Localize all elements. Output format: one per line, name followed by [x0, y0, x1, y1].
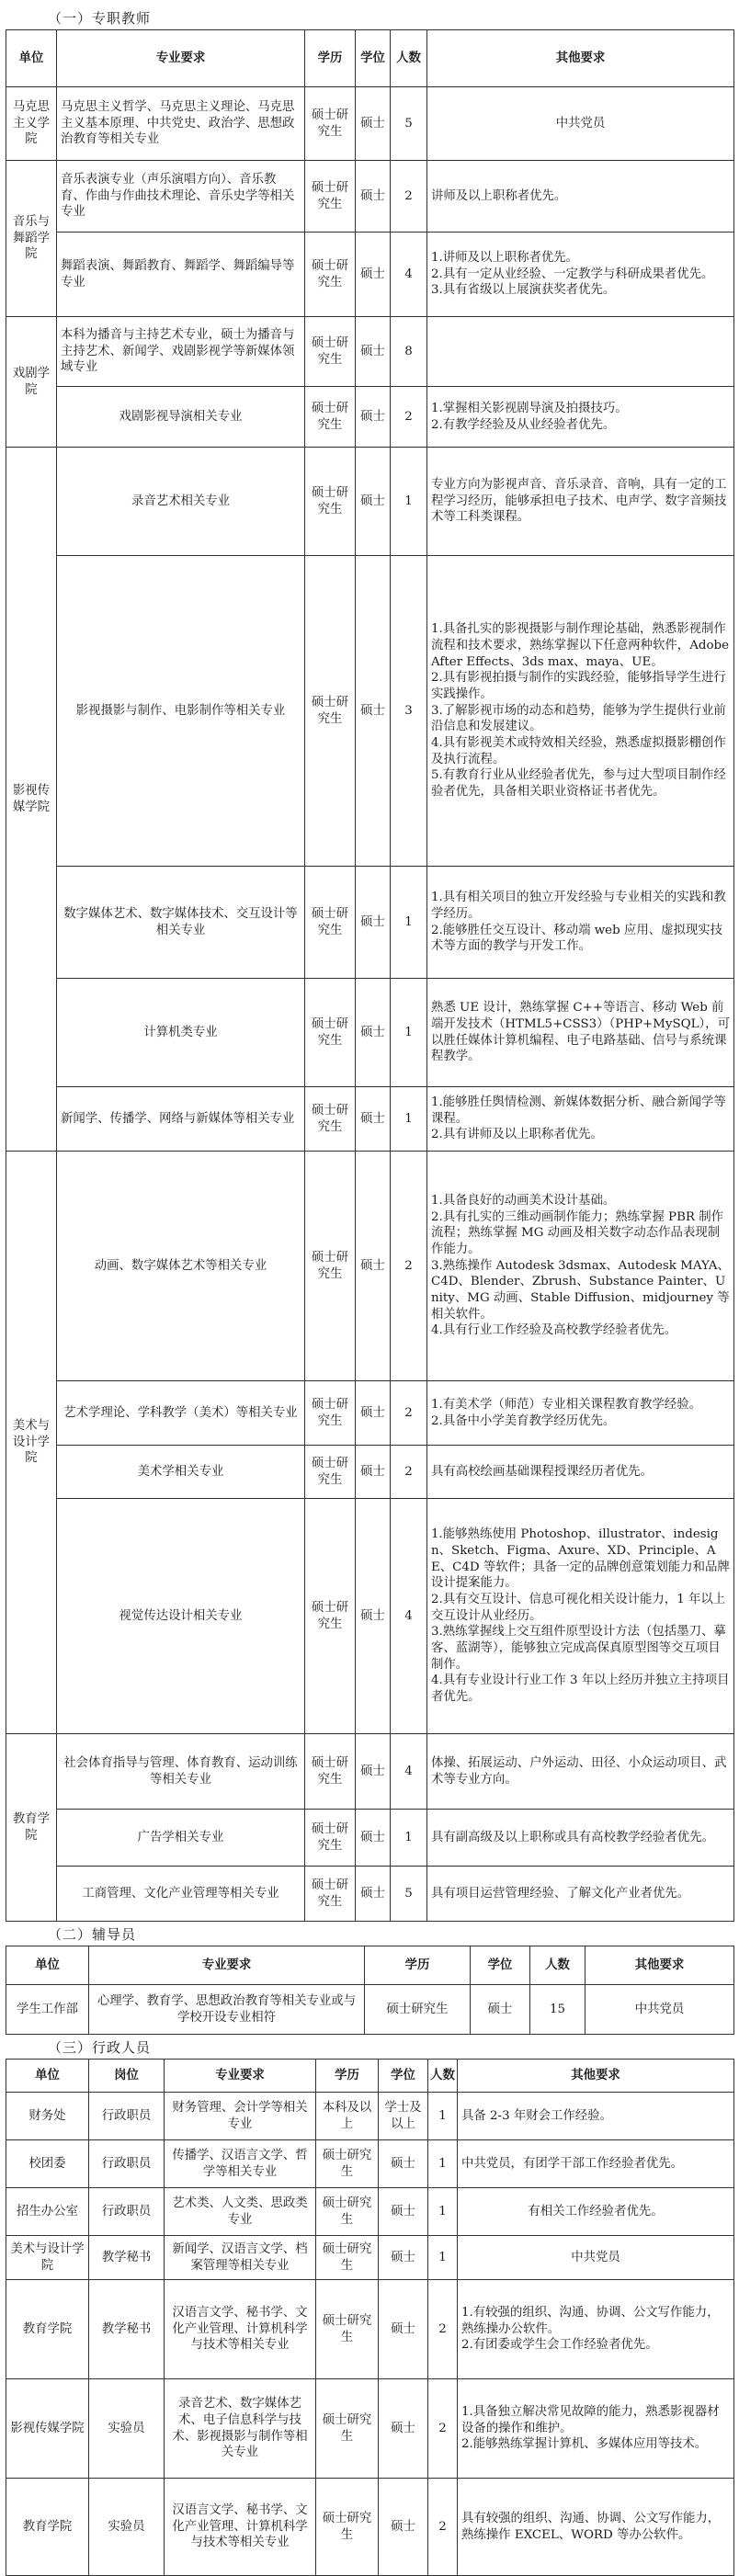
admin-table — [6, 2059, 734, 2576]
degree-cell: 硕士 — [356, 1810, 391, 1867]
num-cell: 2 — [391, 161, 427, 233]
edu-cell: 硕士研究生 — [316, 2379, 379, 2479]
header-edu: 学历 — [365, 1946, 471, 1985]
edu-cell: 硕士研究生 — [305, 87, 356, 161]
degree-cell: 硕士 — [379, 2479, 428, 2576]
edu-cell: 硕士研究生 — [305, 233, 356, 317]
major-cell: 数字媒体艺术、数字媒体技术、交互设计等相关专业 — [57, 867, 305, 979]
header-unit: 单位 — [6, 1946, 89, 1985]
unit-cell: 财务处 — [6, 2093, 89, 2140]
num-cell: 8 — [391, 317, 427, 387]
header-other: 其他要求 — [586, 1946, 734, 1985]
num-cell: 2 — [428, 2379, 458, 2479]
num-cell: 1 — [391, 448, 427, 556]
degree-cell: 硕士 — [356, 1087, 391, 1152]
edu-cell: 硕士研究生 — [305, 387, 356, 448]
major-cell: 动画、数字媒体艺术等相关专业 — [57, 1152, 305, 1381]
major-cell: 财务管理、会计学等相关专业 — [165, 2093, 316, 2140]
table-row — [6, 2479, 734, 2576]
table-row — [6, 2093, 734, 2140]
major-cell: 广告学相关专业 — [57, 1810, 305, 1867]
major-cell: 美术学相关专业 — [57, 1446, 305, 1499]
other-cell: 有相关工作经验者优先。 — [458, 2188, 734, 2236]
other-cell: 1.有美术学（师范）专业相关课程教育教学经验。 2.具备中小学美育教学经历优先。 — [427, 1381, 734, 1446]
header-major: 专业要求 — [89, 1946, 365, 1985]
degree-cell: 硕士 — [356, 1381, 391, 1446]
edu-cell: 硕士研究生 — [316, 2140, 379, 2188]
other-cell: 体操、拓展运动、户外运动、田径、小众运动项目、武术等专业方向。 — [427, 1734, 734, 1810]
table-row — [6, 1446, 734, 1499]
section-title-teachers: （一）专职教师 — [48, 10, 152, 27]
other-cell: 具有较强的组织、沟通、协调、公文写作能力，熟练操作 EXCEL、WORD 等办公软件。 — [458, 2479, 734, 2576]
header-post: 岗位 — [89, 2060, 165, 2093]
header-degree: 学位 — [471, 1946, 530, 1985]
header-num: 人数 — [530, 1946, 586, 1985]
degree-cell: 硕士 — [356, 387, 391, 448]
edu-cell: 硕士研究生 — [316, 2280, 379, 2379]
num-cell: 1 — [391, 867, 427, 979]
unit-cell: 美术与设计学院 — [6, 1152, 57, 1734]
table-row — [6, 2236, 734, 2280]
edu-cell: 硕士研究生 — [305, 867, 356, 979]
unit-cell: 学生工作部 — [6, 1985, 89, 2035]
major-cell: 新闻学、汉语言文学、档案管理等相关专业 — [165, 2236, 316, 2280]
num-cell: 1 — [428, 2236, 458, 2280]
num-cell: 5 — [391, 1867, 427, 1922]
header-edu: 学历 — [316, 2060, 379, 2093]
other-cell: 具有副高级及以上职称或具有高校教学经验者优先。 — [427, 1810, 734, 1867]
major-cell: 影视摄影与制作、电影制作等相关专业 — [57, 556, 305, 867]
post-cell: 实验员 — [89, 2379, 165, 2479]
degree-cell: 硕士 — [379, 2236, 428, 2280]
unit-cell: 招生办公室 — [6, 2188, 89, 2236]
other-cell: 专业方向为影视声音、音乐录音、音响，具有一定的工程学习经历，能够承担电子技术、电声学、数字音频技术等工科类课程。 — [427, 448, 734, 556]
table-row — [6, 2140, 734, 2188]
teachers-table — [6, 29, 734, 1922]
edu-cell: 硕士研究生 — [305, 161, 356, 233]
other-cell — [427, 317, 734, 387]
post-cell: 行政职员 — [89, 2140, 165, 2188]
major-cell: 音乐表演专业（声乐演唱方向）、音乐教育、作曲与作曲技术理论、音乐史学等相关专业 — [57, 161, 305, 233]
header-num: 人数 — [391, 30, 427, 87]
table-row — [6, 1867, 734, 1922]
header-other: 其他要求 — [427, 30, 734, 87]
post-cell: 实验员 — [89, 2479, 165, 2576]
unit-cell: 影视传媒学院 — [6, 2379, 89, 2479]
other-cell: 1.具备扎实的影视摄影与制作理论基础，熟悉影视制作流程和技术要求，熟练掌握以下任意两种软件，Adobe After Effects、3ds max、maya、UE。 2.具有影视拍摄与制作的实践经验，能够指导学生进行实践操作。 3.了解影视市场的动态和趋势，能够为学生提供行业前沿信息和发展建议。 4.具有影视美术或特效相关经验，熟悉虚拟摄影棚创作及执行流程。 5.有教育行业从业经验者优先，参与过大型项目制作经验者优先，具备相关职业资格证书者优先。 — [427, 556, 734, 867]
major-cell: 马克思主义哲学、马克思主义理论、马克思主义基本原理、中共党史、政治学、思想政治教育等相关专业 — [57, 87, 305, 161]
num-cell: 2 — [391, 387, 427, 448]
table-header-row — [6, 2060, 734, 2093]
header-degree: 学位 — [356, 30, 391, 87]
table-header-row — [6, 30, 734, 87]
edu-cell: 硕士研究生 — [365, 1985, 471, 2035]
table-row — [6, 1087, 734, 1152]
major-cell: 艺术学理论、学科教学（美术）等相关专业 — [57, 1381, 305, 1446]
degree-cell: 硕士 — [356, 1152, 391, 1381]
edu-cell: 硕士研究生 — [305, 1867, 356, 1922]
num-cell: 1 — [391, 979, 427, 1087]
table-row — [6, 387, 734, 448]
table-row — [6, 87, 734, 161]
num-cell: 15 — [530, 1985, 586, 2035]
table-row — [6, 233, 734, 317]
other-cell: 讲师及以上职称者优先。 — [427, 161, 734, 233]
table-row — [6, 556, 734, 867]
major-cell: 艺术类、人文类、思政类专业 — [165, 2188, 316, 2236]
unit-cell: 校团委 — [6, 2140, 89, 2188]
degree-cell: 硕士 — [379, 2140, 428, 2188]
major-cell: 社会体育指导与管理、体育教育、运动训练等相关专业 — [57, 1734, 305, 1810]
major-cell: 视觉传达设计相关专业 — [57, 1499, 305, 1734]
other-cell: 1.具有相关项目的独立开发经验与专业相关的实践和教学经历。 2.能够胜任交互设计、移动端 web 应用、虚拟现实技术等方面的教学与开发工作。 — [427, 867, 734, 979]
degree-cell: 硕士 — [379, 2280, 428, 2379]
other-cell: 1.掌握相关影视剧导演及拍摄技巧。 2.有教学经验及从业经验者优先。 — [427, 387, 734, 448]
degree-cell: 硕士 — [356, 556, 391, 867]
major-cell: 新闻学、传播学、网络与新媒体等相关专业 — [57, 1087, 305, 1152]
table-row — [6, 1499, 734, 1734]
other-cell: 中共党员，有团学干部工作经验者优先。 — [458, 2140, 734, 2188]
header-unit: 单位 — [6, 30, 57, 87]
table-row — [6, 1985, 734, 2035]
num-cell: 2 — [428, 2280, 458, 2379]
header-major: 专业要求 — [57, 30, 305, 87]
other-cell: 1.讲师及以上职称者优先。 2.具有一定从业经验、一定教学与科研成果者优先。 3.具有省级以上展演获奖者优先。 — [427, 233, 734, 317]
num-cell: 1 — [391, 1810, 427, 1867]
header-major: 专业要求 — [165, 2060, 316, 2093]
edu-cell: 硕士研究生 — [305, 979, 356, 1087]
num-cell: 1 — [428, 2188, 458, 2236]
degree-cell: 硕士 — [356, 1734, 391, 1810]
major-cell: 汉语言文学、秘书学、文化产业管理、计算机科学与技术等相关专业 — [165, 2479, 316, 2576]
edu-cell: 硕士研究生 — [305, 317, 356, 387]
degree-cell: 硕士 — [356, 1499, 391, 1734]
major-cell: 心理学、教育学、思想政治教育等相关专业或与学校开设专业相符 — [89, 1985, 365, 2035]
edu-cell: 硕士研究生 — [316, 2479, 379, 2576]
degree-cell: 硕士 — [379, 2188, 428, 2236]
table-row — [6, 1734, 734, 1810]
num-cell: 4 — [391, 233, 427, 317]
edu-cell: 硕士研究生 — [305, 1446, 356, 1499]
section-title-admin: （三）行政人员 — [48, 2039, 152, 2056]
table-row — [6, 448, 734, 556]
other-cell: 1.有较强的组织、沟通、协调、公文写作能力，熟练操办公软件。 2.有团委或学生会工作经验者优先。 — [458, 2280, 734, 2379]
major-cell: 传播学、汉语言文学、哲学等相关专业 — [165, 2140, 316, 2188]
major-cell: 计算机类专业 — [57, 979, 305, 1087]
edu-cell: 硕士研究生 — [305, 556, 356, 867]
table-row — [6, 2280, 734, 2379]
num-cell: 4 — [391, 1499, 427, 1734]
edu-cell: 硕士研究生 — [316, 2236, 379, 2280]
num-cell: 2 — [391, 1152, 427, 1381]
other-cell: 1.能够熟练使用 Photoshop、illustrator、indesign、Sketch、Figma、Axure、XD、Principle、AE、C4D 等软件；具备一定的品牌创意策划能力和品牌设计提案能力。 2.具有交互设计、信息可视化相关设计能力，1 年以上交互设计从业经历。 3.熟练掌握线上交互组件原型设计方法（包括墨刀、摹客、蓝湖等），能够独立完成高保真原型图等交互项目制作。 4.具有专业设计行业工作 3 年以上经历并独立主持项目者优先。 — [427, 1499, 734, 1734]
num-cell: 2 — [391, 1381, 427, 1446]
table-row — [6, 979, 734, 1087]
unit-cell: 影视传媒学院 — [6, 448, 57, 1152]
unit-cell: 美术与设计学院 — [6, 2236, 89, 2280]
edu-cell: 硕士研究生 — [305, 1381, 356, 1446]
other-cell: 中共党员 — [427, 87, 734, 161]
num-cell: 3 — [391, 556, 427, 867]
other-cell: 具有高校绘画基础课程授课经历者优先。 — [427, 1446, 734, 1499]
edu-cell: 硕士研究生 — [305, 1734, 356, 1810]
post-cell: 行政职员 — [89, 2093, 165, 2140]
other-cell: 1.具备良好的动画美术设计基础。 2.具有扎实的三维动画制作能力；熟练掌握 PBR 制作流程；熟练掌握 MG 动画及相关数字动态作品表现制作能力。 3.熟练操作 Autodesk 3dsmax、Autodesk MAYA、C4D、Blender、Zbrush、Substance Painter、Unity、MG 动画、Stable Diffusion、midjourney 等相关软件。 4.具有行业工作经验及高校教学经验者优先。 — [427, 1152, 734, 1381]
degree-cell: 硕士 — [356, 448, 391, 556]
major-cell: 录音艺术相关专业 — [57, 448, 305, 556]
degree-cell: 学士及以上 — [379, 2093, 428, 2140]
table-header-row — [6, 1946, 734, 1985]
table-row — [6, 2188, 734, 2236]
edu-cell: 硕士研究生 — [305, 1499, 356, 1734]
degree-cell: 硕士 — [379, 2379, 428, 2479]
degree-cell: 硕士 — [356, 87, 391, 161]
counselors-table — [6, 1946, 734, 2035]
other-cell: 具备 2-3 年财会工作经验。 — [458, 2093, 734, 2140]
degree-cell: 硕士 — [356, 233, 391, 317]
major-cell: 本科为播音与主持艺术专业，硕士为播音与主持艺术、新闻学、戏剧影视学等新媒体领域专业 — [57, 317, 305, 387]
major-cell: 舞蹈表演、舞蹈教育、舞蹈学、舞蹈编导等专业 — [57, 233, 305, 317]
unit-cell: 马克思主义学院 — [6, 87, 57, 161]
table-row — [6, 2379, 734, 2479]
unit-cell: 教育学院 — [6, 2479, 89, 2576]
unit-cell: 音乐与舞蹈学院 — [6, 161, 57, 317]
table-row — [6, 867, 734, 979]
degree-cell: 硕士 — [356, 1867, 391, 1922]
unit-cell: 戏剧学院 — [6, 317, 57, 448]
table-row — [6, 1152, 734, 1381]
edu-cell: 硕士研究生 — [305, 1087, 356, 1152]
num-cell: 4 — [391, 1734, 427, 1810]
post-cell: 行政职员 — [89, 2188, 165, 2236]
degree-cell: 硕士 — [356, 161, 391, 233]
other-cell: 具有项目运营管理经验、了解文化产业者优先。 — [427, 1867, 734, 1922]
header-unit: 单位 — [6, 2060, 89, 2093]
edu-cell: 硕士研究生 — [305, 1810, 356, 1867]
major-cell: 录音艺术、数字媒体艺术、电子信息科学与技术、影视摄影与制作等相关专业 — [165, 2379, 316, 2479]
header-degree: 学位 — [379, 2060, 428, 2093]
major-cell: 汉语言文学、秘书学、文化产业管理、计算机科学与技术等相关专业 — [165, 2280, 316, 2379]
table-row — [6, 161, 734, 233]
header-edu: 学历 — [305, 30, 356, 87]
num-cell: 5 — [391, 87, 427, 161]
table-row — [6, 1810, 734, 1867]
major-cell: 工商管理、文化产业管理等相关专业 — [57, 1867, 305, 1922]
major-cell: 戏剧影视导演相关专业 — [57, 387, 305, 448]
edu-cell: 硕士研究生 — [316, 2188, 379, 2236]
edu-cell: 本科及以上 — [316, 2093, 379, 2140]
other-cell: 1.具备独立解决常见故障的能力，熟悉影视器材设备的操作和维护。 2.能够熟练掌握计算机、多媒体应用等技术。 — [458, 2379, 734, 2479]
num-cell: 1 — [428, 2140, 458, 2188]
header-num: 人数 — [428, 2060, 458, 2093]
other-cell: 中共党员 — [458, 2236, 734, 2280]
post-cell: 教学秘书 — [89, 2236, 165, 2280]
edu-cell: 硕士研究生 — [305, 448, 356, 556]
header-other: 其他要求 — [458, 2060, 734, 2093]
other-cell: 中共党员 — [586, 1985, 734, 2035]
other-cell: 熟悉 UE 设计，熟练掌握 C++等语言、移动 Web 前端开发技术（HTML5+CSS3）（PHP+MySQL），可以胜任媒体计算机编程、电子电路基础、信号与系统课程教学。 — [427, 979, 734, 1087]
degree-cell: 硕士 — [471, 1985, 530, 2035]
degree-cell: 硕士 — [356, 979, 391, 1087]
degree-cell: 硕士 — [356, 1446, 391, 1499]
unit-cell: 教育学院 — [6, 1734, 57, 1922]
section-title-counselors: （二）辅导员 — [48, 1926, 137, 1943]
num-cell: 1 — [428, 2093, 458, 2140]
post-cell: 教学秘书 — [89, 2280, 165, 2379]
unit-cell: 教育学院 — [6, 2280, 89, 2379]
other-cell: 1.能够胜任舆情检测、新媒体数据分析、融合新闻学等课程。 2.具有讲师及以上职称者优先。 — [427, 1087, 734, 1152]
table-row — [6, 1381, 734, 1446]
num-cell: 1 — [391, 1087, 427, 1152]
edu-cell: 硕士研究生 — [305, 1152, 356, 1381]
degree-cell: 硕士 — [356, 867, 391, 979]
degree-cell: 硕士 — [356, 317, 391, 387]
num-cell: 2 — [428, 2479, 458, 2576]
num-cell: 2 — [391, 1446, 427, 1499]
table-row — [6, 317, 734, 387]
